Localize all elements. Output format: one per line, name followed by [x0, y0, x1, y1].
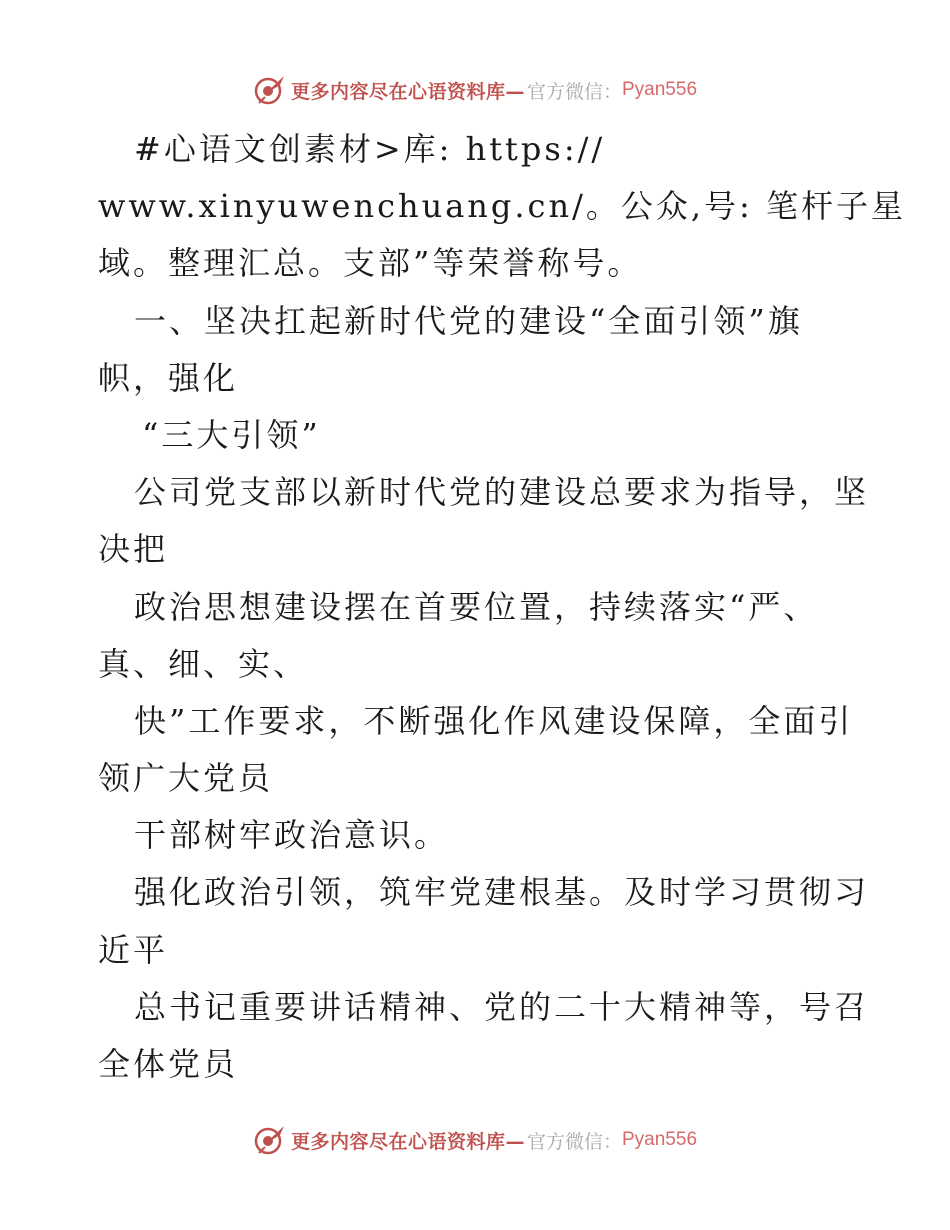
watermark-header [0, 70, 950, 110]
text-line: 一、坚决扛起新时代党的建设“全面引领”旗 [134, 301, 803, 340]
text-line: 帜，强化 [98, 358, 239, 397]
text-line: 强化政治引领，筑牢党建根基。及时学习贯彻习 [134, 873, 870, 912]
watermark-text: 更多内容尽在心语资料库— [290, 80, 525, 103]
wechat-id: Pyan556 [622, 1129, 698, 1150]
watermark-footer [0, 1120, 950, 1160]
watermark-text: 更多内容尽在心语资料库— [290, 1130, 525, 1153]
document-body [98, 121, 906, 1093]
text-line: #心语文创素材>库: https:// [134, 130, 606, 168]
wechat-label: 官方微信： [526, 80, 622, 103]
text-line: 公司党支部以新时代党的建设总要求为指导，坚 [134, 473, 870, 512]
text-line: 域。整理汇总。支部”等荣誉称号。 [98, 244, 643, 283]
wechat-label: 官方微信： [526, 1130, 622, 1153]
text-line: 政治思想建设摆在首要位置，持续落实“严、 [134, 587, 819, 626]
text-line: 总书记重要讲话精神、党的二十大精神等，号召 [134, 987, 870, 1026]
section-heading: “三大引领” [142, 415, 321, 454]
text-line: 近平 [98, 930, 169, 969]
quill-logo-icon [253, 1123, 287, 1157]
text-line: 快”工作要求，不断强化作风建设保障，全面引 [134, 701, 854, 740]
text-line: www.xinyuwenchuang.cn/。公众,号: 笔杆子星 [98, 187, 906, 226]
text-line: 全体党员 [98, 1045, 239, 1083]
text-line: 干部树牢政治意识。 [134, 816, 450, 855]
text-line: 领广大党员 [98, 759, 274, 798]
text-line: 决把 [98, 530, 169, 569]
quill-logo-icon [253, 73, 287, 107]
text-line: 真、细、实、 [98, 644, 309, 683]
wechat-id: Pyan556 [622, 79, 698, 100]
